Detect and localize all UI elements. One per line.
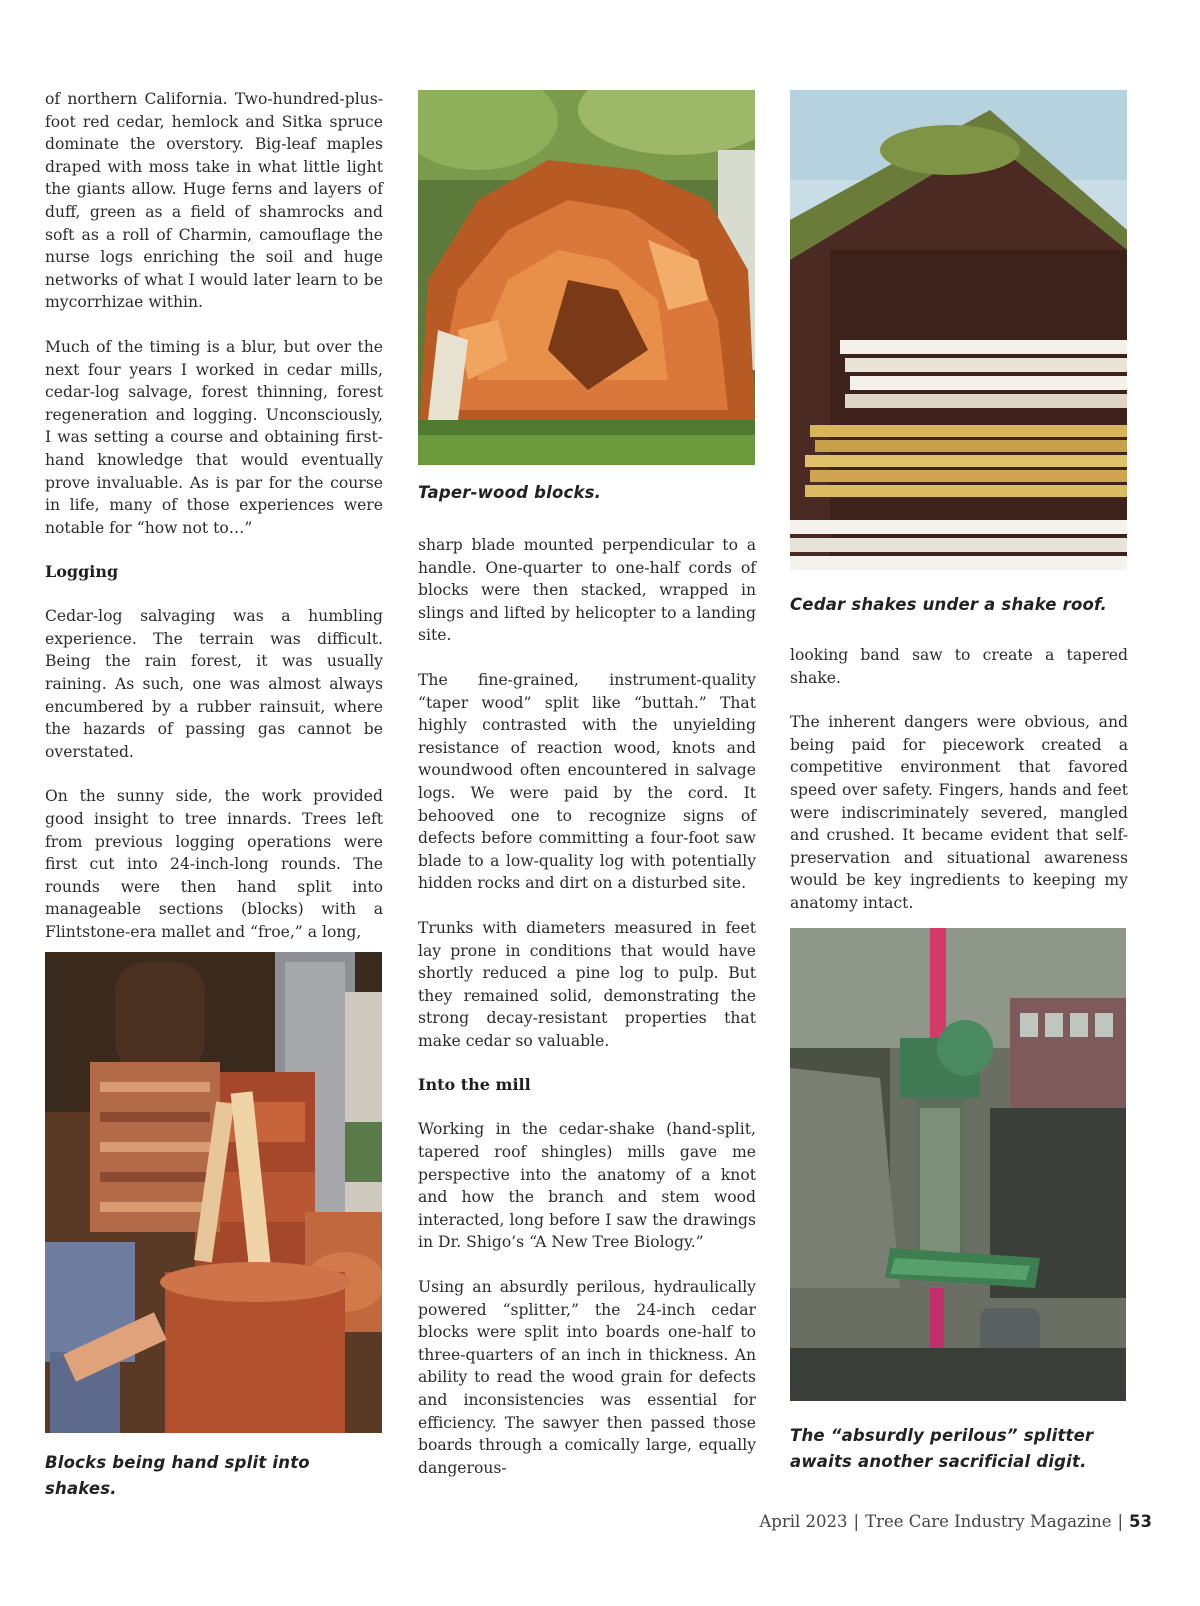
col2-paragraph-4: Working in the cedar-shake (hand-split, tapered roof shingles) mills gave me perspective into the anatomy of a knot and how the branch and stem wood interacted, long before I saw the drawings in Dr. Shigo’s “A New Tree Biology.” — [418, 1120, 756, 1252]
column-2 — [418, 534, 756, 1501]
logging-heading: Logging — [45, 562, 119, 582]
col3-paragraph-1: looking band saw to create a tapered shake. — [790, 646, 1128, 687]
col3-paragraph-2: The inherent dangers were obvious, and being paid for piecework created a competitive environment that favored speed over safety. Fingers, hands and feet were indiscriminately severed, mangled and crushed. It became evident that self-preservation and situational awareness would be key ingredients to keeping my anatomy intact. — [790, 713, 1128, 912]
footer-issue-date: April 2023 — [759, 1512, 848, 1531]
col1-paragraph-3: Cedar-log salvaging was a humbling experience. The terrain was difficult. Being the rain forest, it was usually raining. As such, one was almost always encumbered by a rubber rainsuit, where the hazards of passing gas cannot be overstated. — [45, 607, 383, 761]
page-footer: April 2023 | Tree Care Industry Magazine | 53 — [759, 1512, 1152, 1531]
caption-splitter: The “absurdly perilous” splitter awaits another sacrificial digit. — [790, 1426, 1094, 1471]
caption-cedar-shakes: Cedar shakes under a shake roof. — [790, 595, 1107, 614]
col2-paragraph-3: Trunks with diameters measured in feet lay prone in conditions that would have shortly reduced a pine log to pulp. But they remained solid, demonstrating the strong decay-resistant properties that make cedar so valuable. — [418, 918, 756, 1050]
column-3 — [790, 644, 1128, 937]
col1-paragraph-1: of northern California. Two-hundred-plus-foot red cedar, hemlock and Sitka spruce dominate the overstory. Big-leaf maples draped with moss take in what little light the giants allow. Huge ferns and layers of duff, green as a field of shamrocks and soft as a roll of Charmin, camouflage the nurse logs enriching the soil and huge networks of what I would later learn to be mycorrhizae within. — [45, 90, 383, 312]
photo-taper-wood — [418, 90, 755, 465]
col2-paragraph-5: Using an absurdly perilous, hydraulically powered “splitter,” the 24-inch cedar blocks were split into boards one-half to three-quarters of an inch in thickness. An ability to read the wood grain for defects and inconsistencies was essential for efficiency. The sawyer then passed those boards through a comically large, equally dangerous- — [418, 1278, 756, 1477]
col1-paragraph-4: On the sunny side, the work provided good insight to tree innards. Trees left from previous logging operations were first cut into 24-inch-long rounds. The rounds were then hand split into manageable sections (blocks) with a Flintstone-era mallet and “froe,” a long, — [45, 787, 383, 941]
into-the-mill-heading: Into the mill — [418, 1075, 531, 1095]
col2-paragraph-1: sharp blade mounted perpendicular to a handle. One-quarter to one-half cords of blocks were then stacked, wrapped in slings and lifted by helicopter to a landing site. — [418, 536, 756, 645]
photo-cedar-shakes — [790, 90, 1127, 570]
photo-blocks-split — [45, 952, 382, 1433]
caption-taper-wood: Taper-wood blocks. — [418, 483, 602, 502]
page-number: 53 — [1129, 1512, 1152, 1531]
col1-paragraph-2: Much of the timing is a blur, but over the next four years I worked in cedar mills, cedar-log salvage, forest thinning, forest regeneration and logging. Unconsciously, I was setting a course and obtaining first-hand knowledge that would eventually prove invaluable. As is par for the course in life, many of those experiences were notable for “how not to…” — [45, 337, 383, 537]
footer-magazine-name: Tree Care Industry Magazine — [865, 1512, 1112, 1531]
photo-splitter — [790, 928, 1126, 1401]
caption-blocks-split: Blocks being hand split into shakes. — [45, 1453, 310, 1498]
column-1 — [45, 88, 383, 966]
col2-paragraph-2: The fine-grained, instrument-quality “taper wood” split like “buttah.” That highly contrasted with the unyielding resistance of reaction wood, knots and woundwood often encountered in salvage logs. We were paid by the cord. It behooved one to recognize signs of defects before committing a four-foot saw blade to a low-quality log with potentially hidden rocks and dirt on a disturbed site. — [418, 670, 756, 893]
